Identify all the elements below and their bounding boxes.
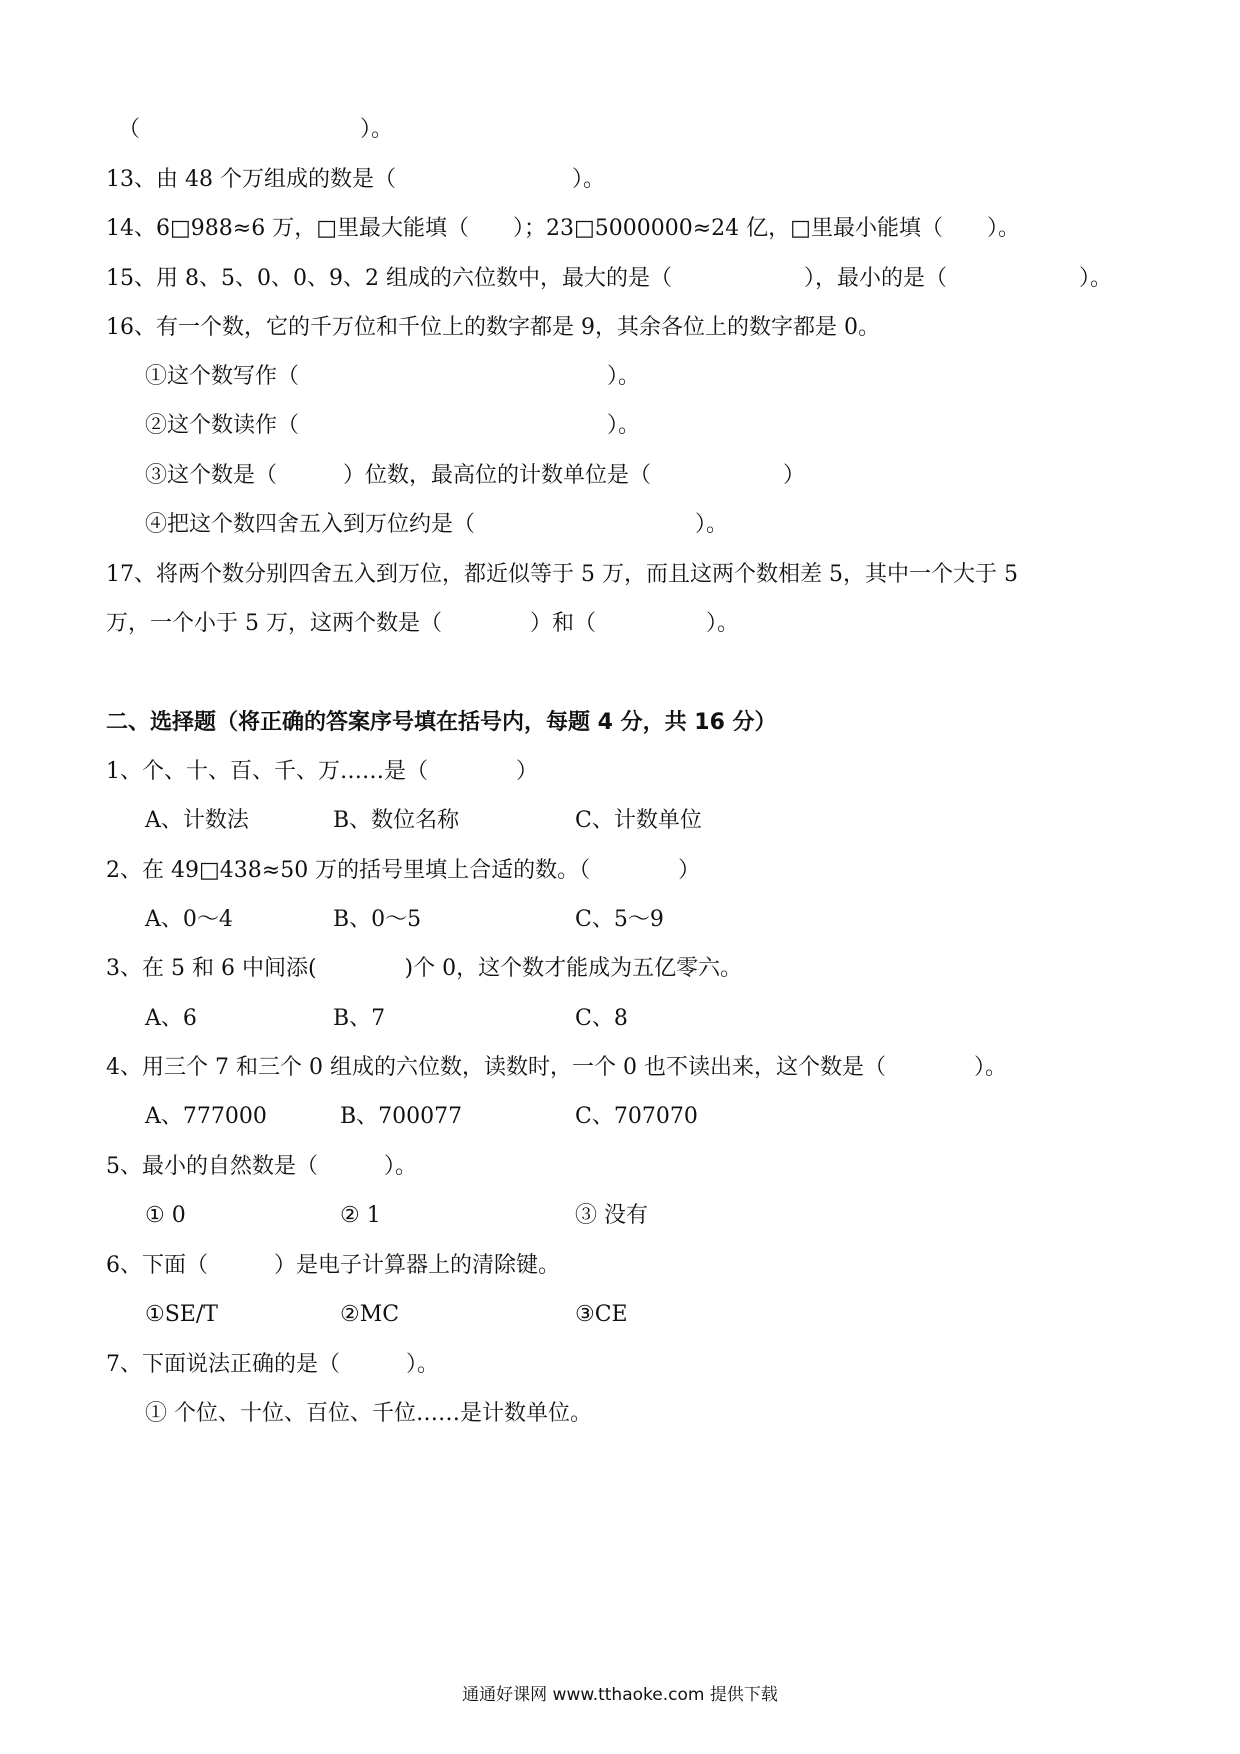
choice-7-option-a: ① 个位、十位、百位、千位……是计数单位。 [145,1401,592,1426]
choice-question-6: 6、下面（ ）是电子计算器上的清除键。 [106,1253,560,1278]
choice-3-option-a: A、6 [145,1006,197,1031]
question-13: 13、由 48 个万组成的数是（ ）。 [106,167,605,192]
choice-question-2: 2、在 49□438≈50 万的括号里填上合适的数。（ ） [106,858,701,883]
choice-3-option-b: B、7 [333,1006,386,1031]
question-16: 16、有一个数，它的千万位和千位上的数字都是 9，其余各位上的数字都是 0。 [106,315,880,340]
choice-5-option-c: ③ 没有 [575,1203,648,1228]
choice-3-option-c: C、8 [575,1006,628,1031]
choice-2-option-c: C、5～9 [575,907,664,932]
question-12-continuation: （ ）。 [118,117,394,142]
choice-1-option-c: C、计数单位 [575,808,702,833]
question-17-line-1: 17、将两个数分别四舍五入到万位，都近似等于 5 万，而且这两个数相差 5，其中一个大于 5 [106,562,1018,587]
question-14: 14、6□988≈6 万，□里最大能填（ ）；23□5000000≈24 亿，□里最小能填（ ）。 [106,216,1020,241]
question-17-line-2: 万，一个小于 5 万，这两个数是（ ）和（ ）。 [106,611,739,636]
choice-5-option-b: ② 1 [340,1203,381,1228]
choice-1-option-b: B、数位名称 [333,808,460,833]
question-16-part-3: ③这个数是（ ）位数，最高位的计数单位是（ ） [145,463,806,488]
choice-question-4: 4、用三个 7 和三个 0 组成的六位数，读数时，一个 0 也不读出来，这个数是（ ）。 [106,1055,1007,1080]
choice-2-option-a: A、0～4 [145,907,233,932]
choice-5-option-a: ① 0 [145,1203,186,1228]
question-15: 15、用 8、5、0、0、9、2 组成的六位数中，最大的是（ ），最小的是（ ）。 [106,266,1112,291]
choice-4-option-c: C、707070 [575,1104,698,1129]
choice-question-7: 7、下面说法正确的是（ ）。 [106,1352,439,1377]
choice-question-3: 3、在 5 和 6 中间添( )个 0，这个数才能成为五亿零六。 [106,956,743,981]
question-16-part-4: ④把这个数四舍五入到万位约是（ ）。 [145,512,729,537]
choice-question-1: 1、个、十、百、千、万……是（ ） [106,759,538,784]
choice-6-option-a: ①SE/T [145,1302,218,1327]
choice-2-option-b: B、0～5 [333,907,422,932]
choice-4-option-b: B、700077 [340,1104,463,1129]
choice-1-option-a: A、计数法 [145,808,249,833]
choice-6-option-b: ②MC [340,1302,400,1327]
section-2-title: 二、选择题（将正确的答案序号填在括号内，每题 4 分，共 16 分） [106,710,777,735]
choice-4-option-a: A、777000 [145,1104,267,1129]
choice-6-option-c: ③CE [575,1302,628,1327]
question-16-part-1: ①这个数写作（ ）。 [145,364,641,389]
question-16-part-2: ②这个数读作（ ）。 [145,413,641,438]
page-footer: 通通好课网 www.tthaoke.com 提供下载 [462,1685,778,1705]
choice-question-5: 5、最小的自然数是（ ）。 [106,1154,417,1179]
